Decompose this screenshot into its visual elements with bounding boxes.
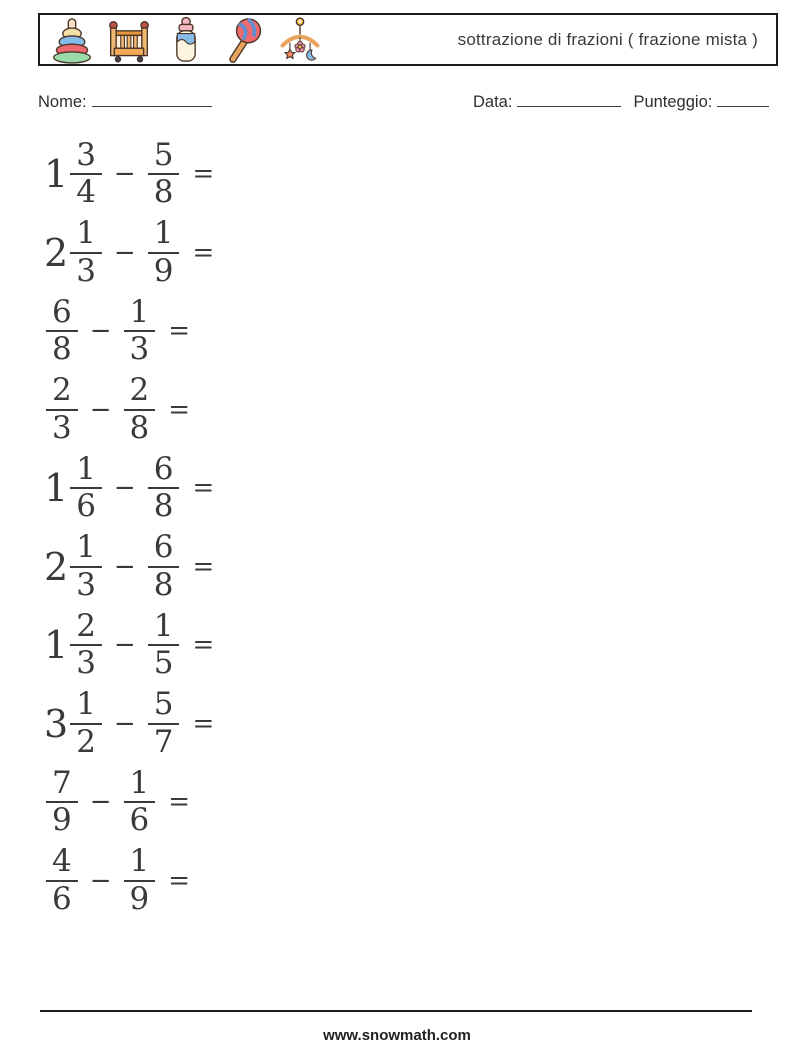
fraction-denominator: 8: [46, 330, 78, 364]
fraction-numerator: 1: [76, 215, 96, 252]
fraction-denominator: 8: [148, 173, 180, 207]
header-box: [38, 13, 778, 66]
equals-sign: =: [192, 473, 215, 504]
fraction-first: [70, 215, 102, 289]
fraction-first: [46, 372, 78, 446]
fraction-denominator: 6: [124, 801, 156, 835]
fraction-denominator: 6: [70, 487, 102, 521]
equals-sign: =: [192, 159, 215, 190]
minus-operator: −: [113, 237, 136, 268]
problem-row: [44, 763, 214, 842]
mixed-whole-number: 3: [44, 701, 69, 746]
fraction-numerator: 1: [129, 764, 150, 801]
name-blank-line: [92, 92, 212, 107]
fraction-first: [70, 136, 102, 211]
mixed-whole-number: 2: [44, 230, 69, 275]
fraction-first: [70, 529, 102, 603]
fraction-numerator: 1: [153, 607, 174, 644]
minus-operator: −: [113, 708, 136, 739]
fraction-denominator: 3: [70, 566, 102, 600]
fraction-second: [124, 764, 156, 839]
fraction-numerator: 2: [76, 607, 96, 644]
header-icon-row: [50, 16, 322, 64]
fraction-second: [148, 607, 180, 682]
fraction-numerator: 5: [153, 136, 174, 173]
fraction-denominator: 9: [124, 880, 156, 914]
fraction-second: [148, 450, 180, 525]
minus-operator: −: [89, 787, 112, 818]
baby-mobile-icon: [278, 16, 322, 64]
problem-row: [44, 292, 214, 371]
fraction-numerator: 1: [153, 215, 174, 252]
fraction-first: [70, 686, 102, 760]
fraction-numerator: 1: [129, 843, 150, 880]
fraction-denominator: 3: [70, 644, 102, 678]
fraction-second: [124, 372, 156, 446]
problem-row: [44, 685, 214, 764]
fraction-denominator: 8: [124, 409, 156, 443]
fields-row: [0, 92, 794, 116]
fraction-denominator: 3: [124, 330, 156, 364]
fraction-numerator: 1: [76, 529, 96, 566]
fraction-denominator: 4: [70, 173, 102, 207]
fraction-numerator: 4: [52, 843, 72, 880]
fraction-denominator: 5: [148, 644, 180, 678]
fraction-second: [124, 293, 156, 368]
mixed-whole-number: 2: [44, 544, 69, 589]
equals-sign: =: [168, 316, 191, 347]
problem-row: [44, 606, 214, 685]
fraction-numerator: 1: [76, 450, 96, 487]
fraction-numerator: 7: [52, 764, 72, 801]
minus-operator: −: [113, 159, 136, 190]
minus-operator: −: [89, 394, 112, 425]
fraction-second: [148, 215, 180, 289]
rattle-icon: [221, 16, 265, 64]
fraction-numerator: 2: [129, 372, 150, 409]
problem-row: [44, 371, 214, 450]
footer-divider: [40, 1010, 752, 1012]
fraction-numerator: 6: [52, 293, 72, 330]
date-score-group: [473, 92, 769, 112]
footer-url: www.snowmath.com: [323, 1027, 471, 1044]
fraction-numerator: 5: [153, 686, 174, 723]
problem-row: [44, 135, 214, 214]
minus-operator: −: [113, 630, 136, 661]
fraction-denominator: 9: [148, 252, 180, 286]
fraction-numerator: 6: [153, 529, 174, 566]
minus-operator: −: [89, 316, 112, 347]
fraction-denominator: 2: [70, 723, 102, 757]
stacking-rings-toy-icon: [50, 16, 94, 64]
fraction-numerator: 3: [76, 136, 96, 173]
problems-list: [44, 135, 214, 920]
equals-sign: =: [168, 865, 191, 896]
fraction-second: [148, 136, 180, 211]
minus-operator: −: [113, 551, 136, 582]
fraction-denominator: 7: [148, 723, 180, 757]
equals-sign: =: [168, 394, 191, 425]
fraction-numerator: 6: [153, 450, 174, 487]
equals-sign: =: [168, 787, 191, 818]
problem-row: [44, 842, 214, 921]
problem-row: [44, 214, 214, 293]
fraction-denominator: 3: [70, 252, 102, 286]
fraction-second: [148, 686, 180, 760]
fraction-numerator: 1: [76, 686, 96, 723]
date-blank-line: [517, 92, 621, 107]
baby-bottle-icon: [164, 16, 208, 64]
fraction-second: [124, 843, 156, 917]
worksheet-title: sottrazione di frazioni ( frazione mista ): [457, 29, 758, 49]
fraction-first: [70, 450, 102, 525]
fraction-first: [46, 843, 78, 917]
fraction-numerator: 2: [52, 372, 72, 409]
name-label: Nome:: [38, 93, 87, 111]
problem-row: [44, 449, 214, 528]
fraction-second: [148, 529, 180, 603]
fraction-first: [46, 293, 78, 368]
fraction-denominator: 8: [148, 566, 180, 600]
name-field-group: [38, 92, 212, 112]
score-blank-line: [717, 92, 769, 107]
crib-icon: [107, 16, 151, 64]
fraction-first: [46, 764, 78, 839]
fraction-denominator: 6: [46, 880, 78, 914]
fraction-denominator: 8: [148, 487, 180, 521]
fraction-first: [70, 607, 102, 682]
equals-sign: =: [192, 708, 215, 739]
fraction-denominator: 3: [46, 409, 78, 443]
problem-row: [44, 528, 214, 607]
score-label: Punteggio:: [633, 93, 713, 111]
fraction-denominator: 9: [46, 801, 78, 835]
equals-sign: =: [192, 237, 215, 268]
mixed-whole-number: 1: [44, 152, 69, 197]
mixed-whole-number: 1: [44, 623, 69, 668]
minus-operator: −: [89, 865, 112, 896]
mixed-whole-number: 1: [44, 466, 69, 511]
equals-sign: =: [192, 630, 215, 661]
date-label: Data:: [473, 93, 513, 111]
equals-sign: =: [192, 551, 215, 582]
minus-operator: −: [113, 473, 136, 504]
fraction-numerator: 1: [129, 293, 150, 330]
